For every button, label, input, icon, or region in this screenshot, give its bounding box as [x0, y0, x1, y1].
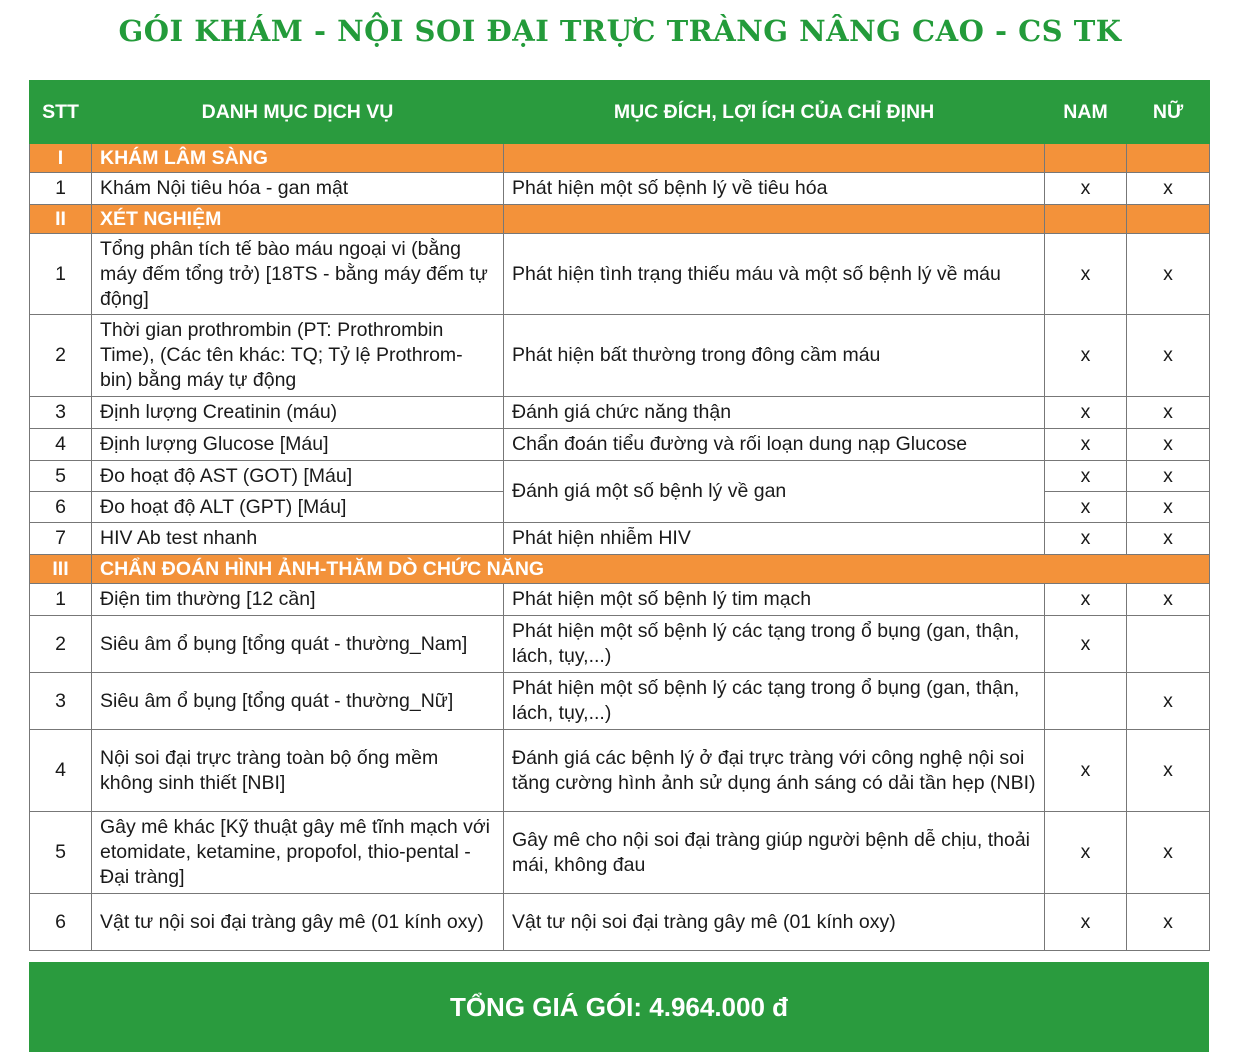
table-row — [30, 397, 1210, 429]
row-stt: 6 — [30, 894, 92, 951]
row-stt: 2 — [30, 315, 92, 397]
row-male-mark: x — [1045, 461, 1127, 492]
row-male-mark: x — [1045, 492, 1127, 523]
row-female-mark: x — [1127, 730, 1210, 812]
service-table — [29, 80, 1210, 951]
row-service: Nội soi đại trực tràng toàn bộ ống mềm không sinh thiết [NBI] — [92, 730, 504, 812]
section-name: XÉT NGHIỆM — [92, 205, 504, 234]
row-stt: 6 — [30, 492, 92, 523]
header-purpose: MỤC ĐÍCH, LỢI ÍCH CỦA CHỈ ĐỊNH — [504, 81, 1045, 144]
row-female-mark: x — [1127, 234, 1210, 315]
row-male-mark: x — [1045, 429, 1127, 461]
page-title: GÓI KHÁM - NỘI SOI ĐẠI TRỰC TRÀNG NÂNG CAO - CS TK — [118, 14, 1122, 48]
row-purpose: Gây mê cho nội soi đại tràng giúp người bệnh dễ chịu, thoải mái, không đau — [504, 812, 1045, 894]
section-name: CHẨN ĐOÁN HÌNH ẢNH-THĂM DÒ CHỨC NĂNG — [92, 555, 1210, 584]
row-purpose: Phát hiện bất thường trong đông cầm máu — [504, 315, 1045, 397]
row-service: Đo hoạt độ ALT (GPT) [Máu] — [92, 492, 504, 523]
row-purpose: Phát hiện một số bệnh lý tim mạch — [504, 584, 1045, 616]
total-price-banner: TỔNG GIÁ GÓI: 4.964.000 đ — [29, 962, 1209, 1052]
row-female-mark: x — [1127, 894, 1210, 951]
row-service: Tổng phân tích tế bào máu ngoại vi (bằng máy đếm tổng trở) [18TS - bằng máy đếm tự động] — [92, 234, 504, 315]
row-service: Điện tim thường [12 cần] — [92, 584, 504, 616]
row-male-mark: x — [1045, 584, 1127, 616]
row-male-mark: x — [1045, 173, 1127, 205]
row-male-mark — [1045, 673, 1127, 730]
row-service: Thời gian prothrombin (PT: Prothrombin Time), (Các tên khác: TQ; Tỷ lệ Prothrom-bin) bằng máy tự động — [92, 315, 504, 397]
row-male-mark: x — [1045, 397, 1127, 429]
table-row — [30, 234, 1210, 315]
section-row — [30, 555, 1210, 584]
row-purpose: Vật tư nội soi đại tràng gây mê (01 kính oxy) — [504, 894, 1045, 951]
header-service: DANH MỤC DỊCH VỤ — [92, 81, 504, 144]
row-stt: 4 — [30, 429, 92, 461]
row-male-mark: x — [1045, 730, 1127, 812]
row-male-mark: x — [1045, 616, 1127, 673]
section-number: III — [30, 555, 92, 584]
row-stt: 3 — [30, 673, 92, 730]
row-purpose: Phát hiện một số bệnh lý các tạng trong ổ bụng (gan, thận, lách, tụy,...) — [504, 673, 1045, 730]
row-stt: 1 — [30, 234, 92, 315]
row-service: Đo hoạt độ AST (GOT) [Máu] — [92, 461, 504, 492]
row-purpose: Chẩn đoán tiểu đường và rối loạn dung nạp Glucose — [504, 429, 1045, 461]
row-stt: 7 — [30, 523, 92, 555]
row-purpose: Phát hiện một số bệnh lý về tiêu hóa — [504, 173, 1045, 205]
row-service: Định lượng Glucose [Máu] — [92, 429, 504, 461]
row-service: Vật tư nội soi đại tràng gây mê (01 kính oxy) — [92, 894, 504, 951]
row-female-mark: x — [1127, 584, 1210, 616]
row-purpose: Đánh giá một số bệnh lý về gan — [504, 461, 1045, 523]
row-male-mark: x — [1045, 315, 1127, 397]
section-number: II — [30, 205, 92, 234]
row-female-mark: x — [1127, 461, 1210, 492]
row-purpose: Phát hiện tình trạng thiếu máu và một số bệnh lý về máu — [504, 234, 1045, 315]
table-row — [30, 730, 1210, 812]
table-row — [30, 894, 1210, 951]
row-stt: 5 — [30, 812, 92, 894]
table-row — [30, 173, 1210, 205]
table-row — [30, 429, 1210, 461]
row-female-mark: x — [1127, 315, 1210, 397]
table-row — [30, 461, 1210, 492]
row-service: Khám Nội tiêu hóa - gan mật — [92, 173, 504, 205]
header-male: NAM — [1045, 81, 1127, 144]
row-female-mark: x — [1127, 523, 1210, 555]
table-row — [30, 812, 1210, 894]
row-service: HIV Ab test nhanh — [92, 523, 504, 555]
row-purpose: Phát hiện nhiễm HIV — [504, 523, 1045, 555]
row-male-mark: x — [1045, 812, 1127, 894]
section-row — [30, 144, 1210, 173]
row-service: Gây mê khác [Kỹ thuật gây mê tĩnh mạch với etomidate, ketamine, propofol, thio-pental - Đại tràng] — [92, 812, 504, 894]
row-stt: 2 — [30, 616, 92, 673]
section-row — [30, 205, 1210, 234]
row-service: Định lượng Creatinin (máu) — [92, 397, 504, 429]
row-female-mark — [1127, 616, 1210, 673]
row-stt: 1 — [30, 173, 92, 205]
row-female-mark: x — [1127, 673, 1210, 730]
table-header-row — [30, 81, 1210, 144]
row-purpose: Đánh giá chức năng thận — [504, 397, 1045, 429]
row-female-mark: x — [1127, 173, 1210, 205]
row-stt: 3 — [30, 397, 92, 429]
row-stt: 4 — [30, 730, 92, 812]
row-female-mark: x — [1127, 812, 1210, 894]
row-male-mark: x — [1045, 894, 1127, 951]
table-row — [30, 584, 1210, 616]
table-row — [30, 673, 1210, 730]
row-stt: 1 — [30, 584, 92, 616]
table-row — [30, 523, 1210, 555]
section-number: I — [30, 144, 92, 173]
header-female: NỮ — [1127, 81, 1210, 144]
row-service: Siêu âm ổ bụng [tổng quát - thường_Nam] — [92, 616, 504, 673]
table-row — [30, 616, 1210, 673]
section-name: KHÁM LÂM SÀNG — [92, 144, 504, 173]
row-female-mark: x — [1127, 429, 1210, 461]
row-purpose: Phát hiện một số bệnh lý các tạng trong ổ bụng (gan, thận, lách, tụy,...) — [504, 616, 1045, 673]
row-female-mark: x — [1127, 397, 1210, 429]
row-purpose: Đánh giá các bệnh lý ở đại trực tràng với công nghệ nội soi tăng cường hình ảnh sử dụng ánh sáng có dải tần hẹp (NBI) — [504, 730, 1045, 812]
row-female-mark: x — [1127, 492, 1210, 523]
row-male-mark: x — [1045, 234, 1127, 315]
table-row — [30, 315, 1210, 397]
row-stt: 5 — [30, 461, 92, 492]
row-male-mark: x — [1045, 523, 1127, 555]
row-service: Siêu âm ổ bụng [tổng quát - thường_Nữ] — [92, 673, 504, 730]
header-stt: STT — [30, 81, 92, 144]
